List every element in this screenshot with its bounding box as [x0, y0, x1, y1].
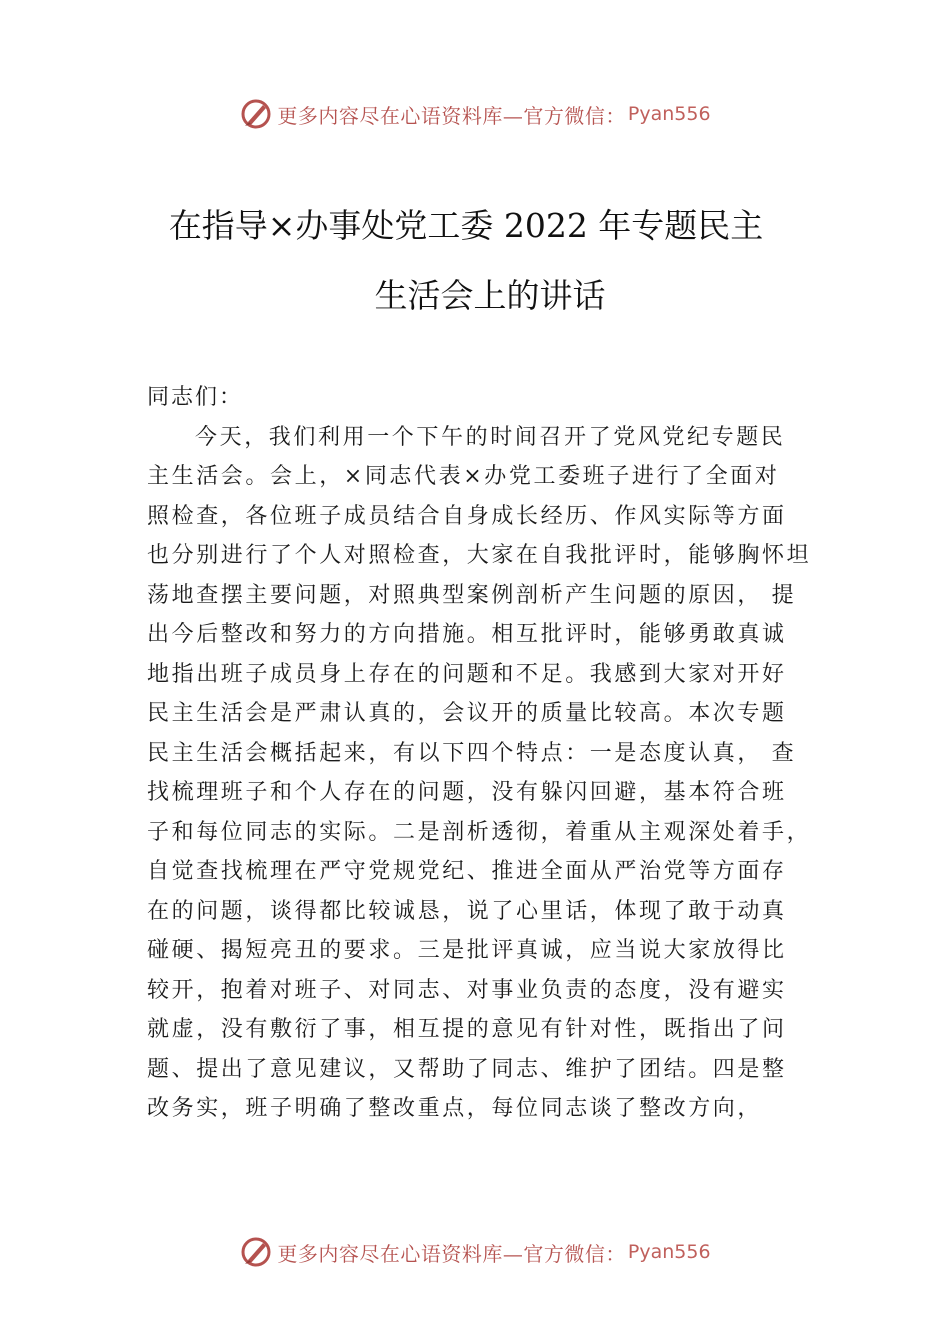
- banner-text: 更多内容尽在心语资料库—官方微信：: [277, 103, 626, 128]
- wechat-id: Pyan556: [627, 1241, 711, 1263]
- header-banner: [0, 94, 950, 134]
- pen-logo-icon: [239, 1235, 273, 1269]
- doc-title-line2: 生活会上的讲话: [374, 276, 606, 315]
- paragraph-line: 民主生活会概括起来，有以下四个特点：一是态度认真， 查: [147, 740, 797, 766]
- paragraph-line: 主生活会。会上，×同志代表×办党工委班子进行了全面对: [147, 464, 780, 489]
- paragraph-line: 今天，我们利用一个下午的时间召开了党风党纪专题民: [195, 424, 786, 450]
- paragraph-line: 找梳理班子和个人存在的问题，没有躲闪回避，基本符合班: [147, 780, 787, 805]
- doc-title-line1: 在指导×办事处党工委 2022 年专题民主: [168, 206, 764, 245]
- paragraph-line: 也分别进行了个人对照检查，大家在自我批评时，能够胸怀坦: [147, 543, 812, 568]
- paragraph-line: 民主生活会是严肃认真的，会议开的质量比较高。本次专题: [147, 701, 787, 726]
- paragraph-line: 照检查，各位班子成员结合自身成长经历、作风实际等方面: [147, 503, 787, 529]
- paragraph-line: 荡地查摆主要问题，对照典型案例剖析产生问题的原因， 提: [147, 582, 797, 608]
- paragraph-line: 题、提出了意见建议，又帮助了同志、维护了团结。四是整: [147, 1056, 787, 1082]
- paragraph-line: 碰硬、揭短亮丑的要求。三是批评真诚，应当说大家放得比: [147, 938, 787, 963]
- salutation: 同志们：: [147, 385, 244, 410]
- paragraph-line: 子和每位同志的实际。二是剖析透彻，着重从主观深处着手，: [147, 819, 812, 845]
- pen-logo-icon: [239, 97, 273, 131]
- paragraph-line: 地指出班子成员身上存在的问题和不足。我感到大家对开好: [147, 661, 787, 687]
- paragraph-line: 在的问题，谈得都比较诚恳，说了心里话，体现了敢于动真: [147, 898, 787, 924]
- paragraph-line: 改务实，班子明确了整改重点，每位同志谈了整改方向，: [147, 1096, 763, 1121]
- footer-banner: [0, 1232, 950, 1272]
- wechat-id: Pyan556: [627, 103, 711, 125]
- paragraph-line: 较开，抱着对班子、对同志、对事业负责的态度，没有避实: [147, 977, 787, 1003]
- banner-text: 更多内容尽在心语资料库—官方微信：: [277, 1241, 626, 1266]
- paragraph-line: 出今后整改和努力的方向措施。相互批评时，能够勇敢真诚: [147, 622, 787, 647]
- paragraph-line: 自觉查找梳理在严守党规党纪、推进全面从严治党等方面存: [147, 859, 787, 884]
- paragraph-line: 就虚，没有敷衍了事，相互提的意见有针对性，既指出了问: [147, 1017, 787, 1042]
- speech-body: [147, 378, 819, 1129]
